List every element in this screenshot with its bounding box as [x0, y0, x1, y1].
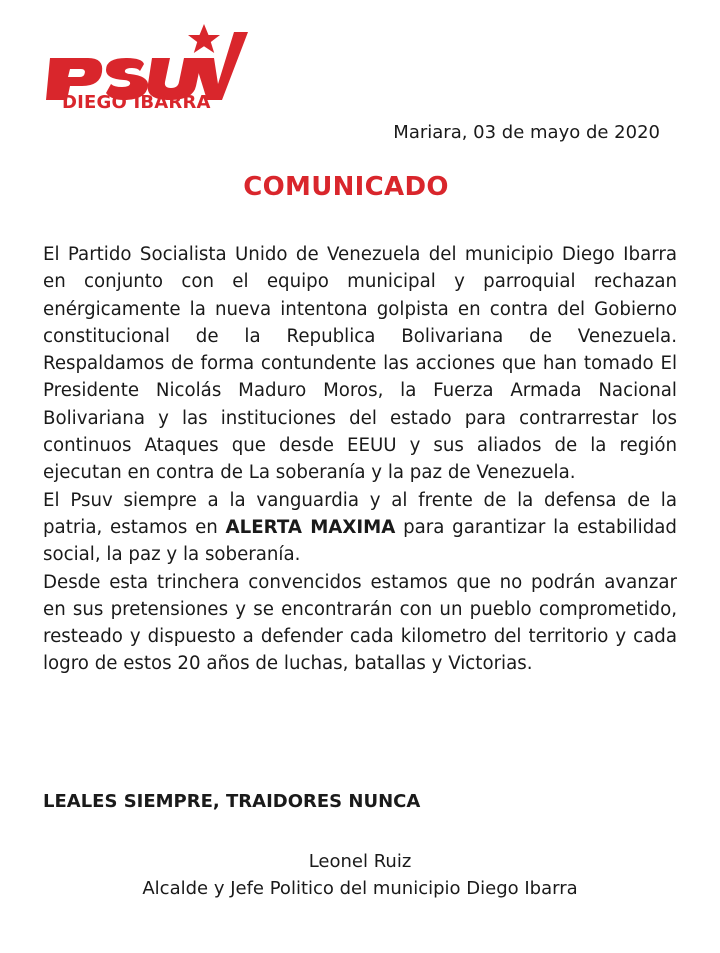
signer-role: Alcalde y Jefe Politico del municipio Diego Ibarra: [142, 878, 578, 899]
paragraph-3: Desde esta trinchera convencidos estamos que no podrán avanzar en sus pretensiones y se encontrarán con un pueblo comprometido, resteado y dispuesto a defender cada kilometro del territorio y cada logro de estos 20 años de luchas, batallas y Victorias.: [43, 571, 677, 675]
document-date: Mariara, 03 de mayo de 2020: [393, 122, 660, 143]
document-body: [43, 241, 677, 678]
alert-emphasis: ALERTA MAXIMA: [225, 516, 396, 538]
motto: LEALES SIEMPRE, TRAIDORES NUNCA: [43, 791, 421, 812]
paragraph-1: El Partido Socialista Unido de Venezuela del municipio Diego Ibarra en conjunto con el equipo municipal y parroquial rechazan enérgicamente la nueva intentona golpista en contra del Gobierno constitucional de la Republica Bolivariana de Venezuela. Respaldamos de forma contundente las acciones que han tomado El Presidente Nicolás Maduro Moros, la Fuerza Armada Nacional Bolivariana y las instituciones del estado para contrarrestar los continuos Ataques que desde EEUU y sus aliados de la región ejecutan en contra de La soberanía y la paz de Venezuela.: [43, 244, 677, 484]
logo-subtitle: DIEGO IBARRA: [62, 92, 211, 113]
paragraph-2: [43, 487, 677, 569]
document-title: COMUNICADO: [243, 172, 449, 202]
signature-block: [0, 848, 720, 902]
signer-name: Leonel Ruiz: [308, 851, 412, 872]
red-star-icon: [188, 24, 220, 53]
paragraph-2-text-start: El Psuv siempre a la vanguardia y al frente de la defensa de la patria, estamos en: [43, 489, 677, 538]
paragraph-2-text-end: para garantizar la estabilidad social, la paz y la soberanía.: [43, 516, 677, 566]
psuv-logo: [44, 22, 254, 122]
